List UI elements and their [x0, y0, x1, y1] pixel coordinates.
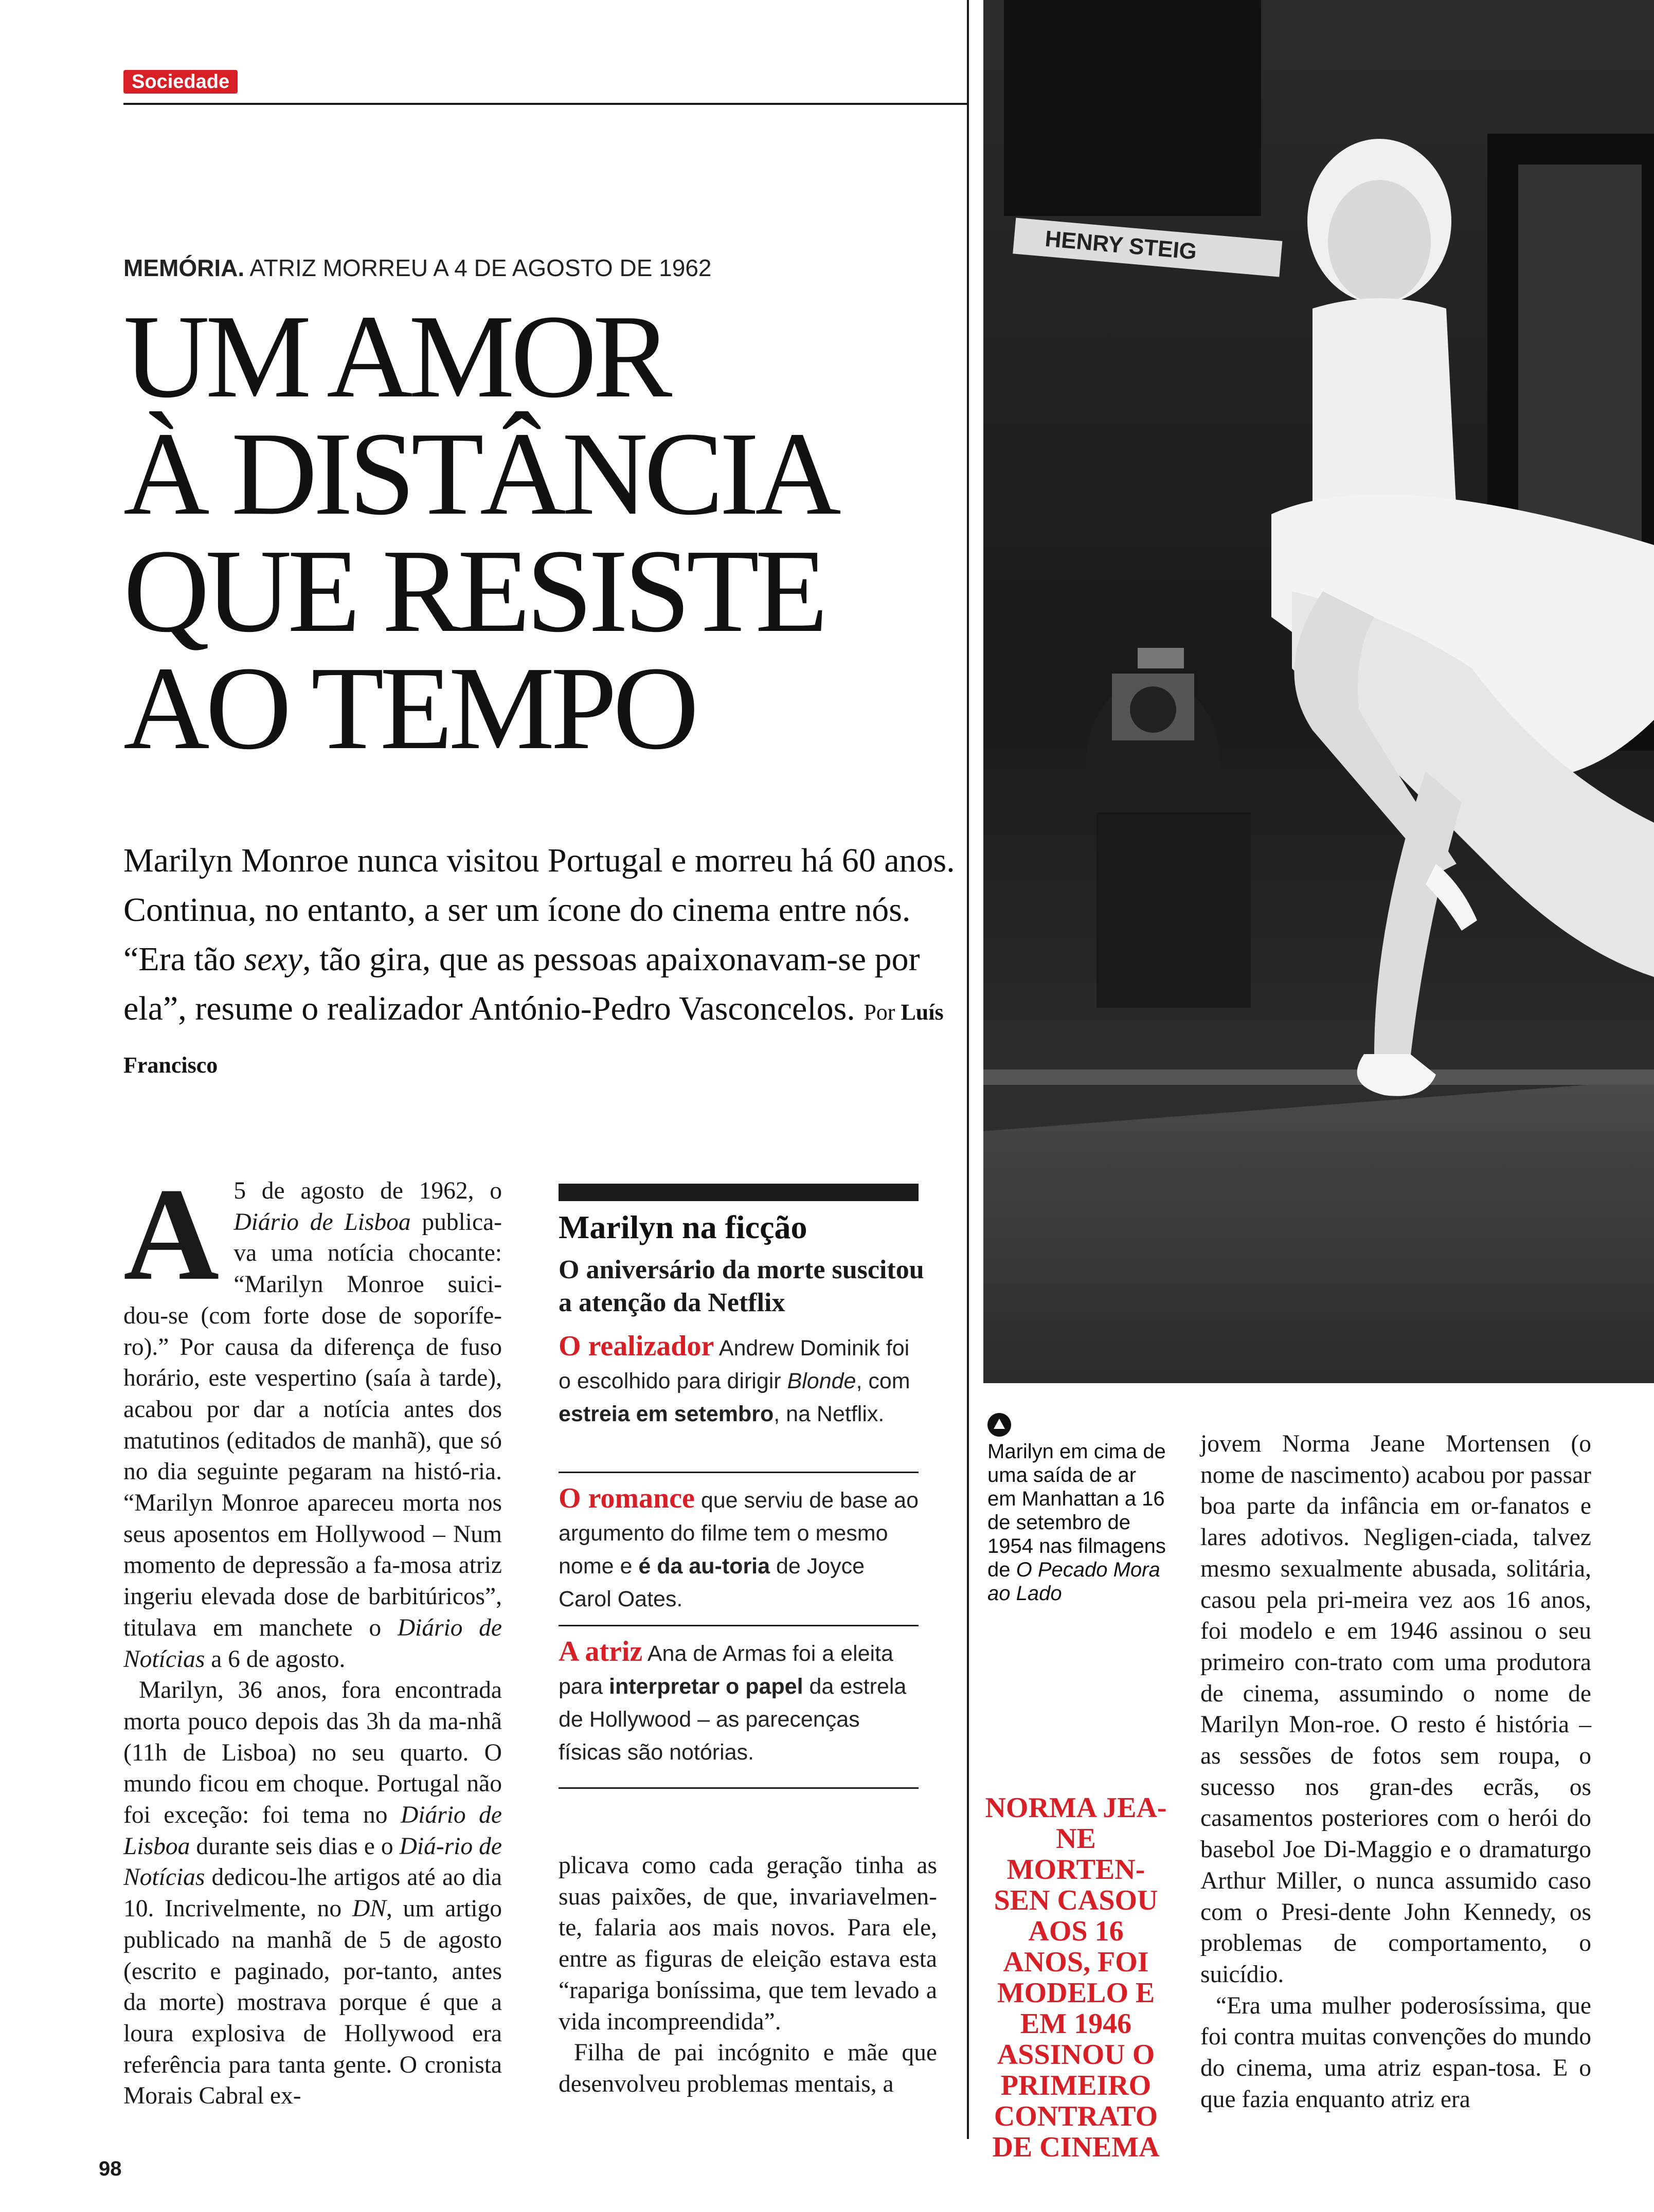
text-run: , com: [856, 1369, 910, 1393]
photo-caption: [987, 1440, 1166, 1605]
marilyn-photo: [983, 0, 1654, 1383]
text-run: Ana de Armas foi a eleita para: [559, 1641, 893, 1699]
sidebar-title: Marilyn na ficção: [559, 1209, 807, 1245]
text-run: durante seis dias e o: [190, 1833, 400, 1860]
sidebar-item-atriz: [559, 1635, 919, 1769]
text-run: Andrew Dominik foi o escolhido para dirigir: [559, 1336, 910, 1393]
text-run: , um artigo publicado na manhã de 5 de agosto (escrito e paginado, por-tanto, antes da morte) mostrava porque é que a loura explosiva de Hollywood era referência para tanta gente. O cronista Morais Cabral ex-: [123, 1895, 502, 2110]
lede: [123, 836, 967, 1090]
lede-italic: sexy: [244, 940, 303, 978]
sidebar-top-bar: [559, 1184, 919, 1201]
text-italic: Blonde: [787, 1369, 856, 1393]
section-tag: Sociedade: [123, 70, 238, 94]
column-2-paragraph-1: plicava como cada geração tinha as suas paixões, de que, invariavelmen-te, falaria aos mais novos. Para ele, entre as figuras de eleição estava esta “rapariga boníssima, que tem levado a vida incompreendida”.: [559, 1852, 937, 2035]
drop-cap: A: [123, 1161, 220, 1308]
sidebar-item-realizador: [559, 1330, 919, 1430]
caption-arrow-icon: [987, 1413, 1011, 1437]
lede-text: Marilyn Monroe nunca visitou Portugal e morreu há 60 anos. Continua, no entanto, a ser um ícone do cinema entre nós. “Era tão: [123, 842, 955, 978]
sidebar-divider: [559, 1625, 919, 1626]
text-bold: interpretar o papel: [609, 1674, 803, 1699]
sidebar-bottom-rule: [559, 1787, 919, 1789]
kicker: [123, 254, 711, 282]
text-run: da estrela de Hollywood – as parecenças físicas são notórias.: [559, 1674, 907, 1765]
author-name[interactable]: Luís Francisco: [123, 1000, 944, 1078]
kicker-text: ATRIZ MORREU A 4 DE AGOSTO DE 1962: [249, 255, 712, 281]
page-number: 98: [99, 2157, 122, 2180]
sidebar-divider: [559, 1472, 919, 1473]
text-run: dedicou-lhe artigos até ao dia 10. Incrivelmente, no: [123, 1864, 502, 1923]
pull-quote: NORMA JEA-NE MORTEN-SEN CASOU AOS 16 ANOS, FOI MODELO E EM 1946 ASSINOU O PRIMEIRO CONTRATO DE CINEMA: [985, 1792, 1167, 2163]
column-2-paragraph-2: Filha de pai incógnito e mãe que desenvolveu problemas mentais, a: [559, 2039, 937, 2097]
text-run: 5 de agosto de 1962, o: [233, 1177, 502, 1204]
article-column-1: [123, 1161, 502, 2112]
headline-line-3: QUE RESISTE: [123, 525, 824, 657]
column-divider: [967, 0, 969, 2139]
text-bold: é da au-toria: [638, 1554, 770, 1579]
headline-line-4: AO TEMPO: [123, 642, 695, 774]
text-run: a 6 de agosto.: [205, 1645, 346, 1673]
caption-film-title: O Pecado Mora ao Lado: [987, 1558, 1160, 1605]
column-3-paragraph-2: “Era uma mulher poderosíssima, que foi contra muitas convenções do mundo do cinema, uma atriz espan-tosa. E o que fazia enquanto atriz era: [1200, 1992, 1591, 2113]
column-1-paragraph-2: [123, 1675, 502, 2112]
sidebar-item-label: O realizador: [559, 1330, 714, 1362]
caption-text: Marilyn em cima de uma saída de ar em Manhattan a 16 de setembro de 1954 nas filmagens de: [987, 1440, 1166, 1581]
headline-line-2: À DISTÂNCIA: [123, 408, 837, 540]
column-3-paragraph-1: jovem Norma Jeane Mortensen (o nome de nascimento) acabou por passar boa parte da infância em or-fanatos e lares adotivos. Negligen-ciada, talvez mesmo sexualmente abusada, solitária, casou pela pri-meira vez aos 16 anos, foi modelo e em 1946 assinou o seu primeiro con-trato com uma produtora de cinema, assumindo o nome de Marilyn Mon-roe. O resto é história – as sessões de fotos sem roupa, o sucesso nos gran-des ecrãs, os casamentos posteriores com o herói do basebol Joe Di-Maggio e o dramaturgo Arthur Miller, o nunca assumido caso com o Presi-dente John Kennedy, os problemas de comportamento, o suicídio.: [1200, 1430, 1591, 1988]
text-italic: Diá-rio de Notícias: [123, 1833, 502, 1891]
text-run: publica-va uma notícia chocante: “Marilyn Monroe suici-dou-se (com forte dose de soporífe-ro).” Por causa da diferença de fuso horário, este vespertino (saía à tarde), acabou por dar a notícia antes dos matutinos (editados de manhã), que só no dia seguinte pegaram na histó-ria. “Marilyn Monroe apareceu morta nos seus aposentos em Hollywood – Num momento de depressão a fa-mosa atriz ingeriu elevada dose de barbitúricos”, titulava em manchete o: [123, 1208, 502, 1641]
article-column-3: [1200, 1428, 1591, 2115]
text-run: , na Netflix.: [774, 1402, 885, 1426]
sidebar-item-romance: [559, 1482, 919, 1616]
lede-text-2: , tão gira, que as pessoas apaixonavam-se por ela”, resume o realizador António-Pedro Vasconcelos.: [123, 940, 920, 1027]
text-italic: Diário de Notícias: [123, 1614, 502, 1673]
sidebar-subtitle: O aniversário da morte suscitou a atenção da Netflix: [559, 1255, 924, 1317]
text-run: de Joyce Carol Oates.: [559, 1554, 865, 1611]
sidebar-item-label: A atriz: [559, 1636, 643, 1667]
column-1-paragraph-1: [123, 1161, 502, 1675]
text-italic: Diário de Lisboa: [123, 1802, 502, 1860]
text-italic: Diário de Lisboa: [233, 1208, 411, 1236]
top-rule: [123, 103, 968, 105]
byline-label: Por: [864, 1000, 895, 1025]
text-run: que serviu de base ao argumento do filme tem o mesmo nome e: [559, 1488, 919, 1579]
text-bold: estreia em setembro: [559, 1402, 774, 1426]
sidebar-item-label: O romance: [559, 1482, 695, 1514]
svg-text:HENRY STEIG: HENRY STEIG: [1044, 226, 1198, 265]
headline: [123, 291, 957, 774]
article-column-2: [559, 1850, 937, 2100]
text-italic: DN: [352, 1895, 386, 1923]
text-run: Marilyn, 36 anos, fora encontrada morta pouco depois das 3h da ma-nhã (11h de Lisboa) no seu quarto. O mundo ficou em choque. Portugal não foi exceção: foi tema no: [123, 1677, 502, 1829]
kicker-bold: MEMÓRIA.: [123, 255, 245, 281]
headline-line-1: UM AMOR: [123, 291, 669, 423]
